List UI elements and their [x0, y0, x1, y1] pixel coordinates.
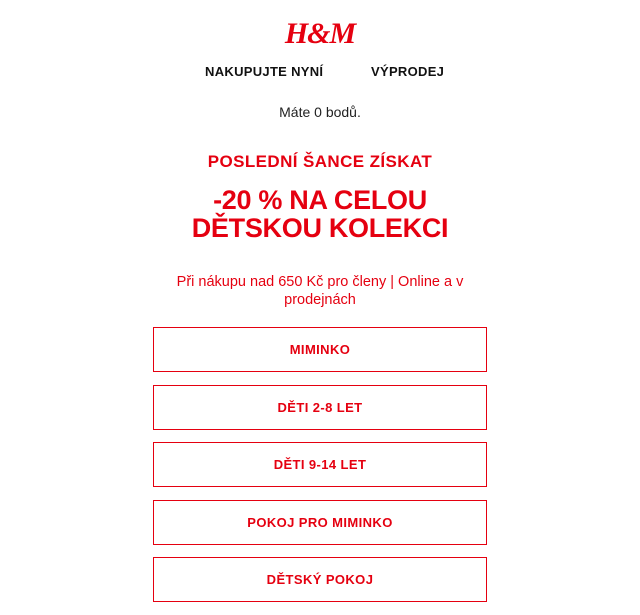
category-button-baby[interactable]: MIMINKO: [153, 327, 487, 372]
promo-headline: [0, 186, 640, 242]
nav-link-sale[interactable]: VÝPRODEJ: [371, 64, 445, 79]
hm-logo[interactable]: H&M: [284, 17, 356, 50]
promo-terms: Při nákupu nad 650 Kč pro členy | Online a v prodejnách: [176, 274, 464, 308]
category-button-list: [153, 327, 487, 615]
promo-kicker: POSLEDNÍ ŠANCE ZÍSKAT: [207, 152, 433, 171]
category-button-kids-9-14[interactable]: DĚTI 9-14 LET: [153, 442, 487, 487]
category-button-kids-room[interactable]: DĚTSKÝ POKOJ: [153, 557, 487, 602]
nav-link-shop-now[interactable]: NAKUPUJTE NYNÍ: [205, 64, 324, 79]
category-button-nursery[interactable]: POKOJ PRO MIMINKO: [153, 500, 487, 545]
promo-headline-line-1: -20 % NA CELOU: [213, 185, 427, 215]
loyalty-points-text: Máte 0 bodů.: [279, 104, 361, 120]
promo-headline-line-2: DĚTSKOU KOLEKCI: [191, 213, 449, 243]
main-nav: [0, 64, 640, 82]
category-button-kids-2-8[interactable]: DĚTI 2-8 LET: [153, 385, 487, 430]
